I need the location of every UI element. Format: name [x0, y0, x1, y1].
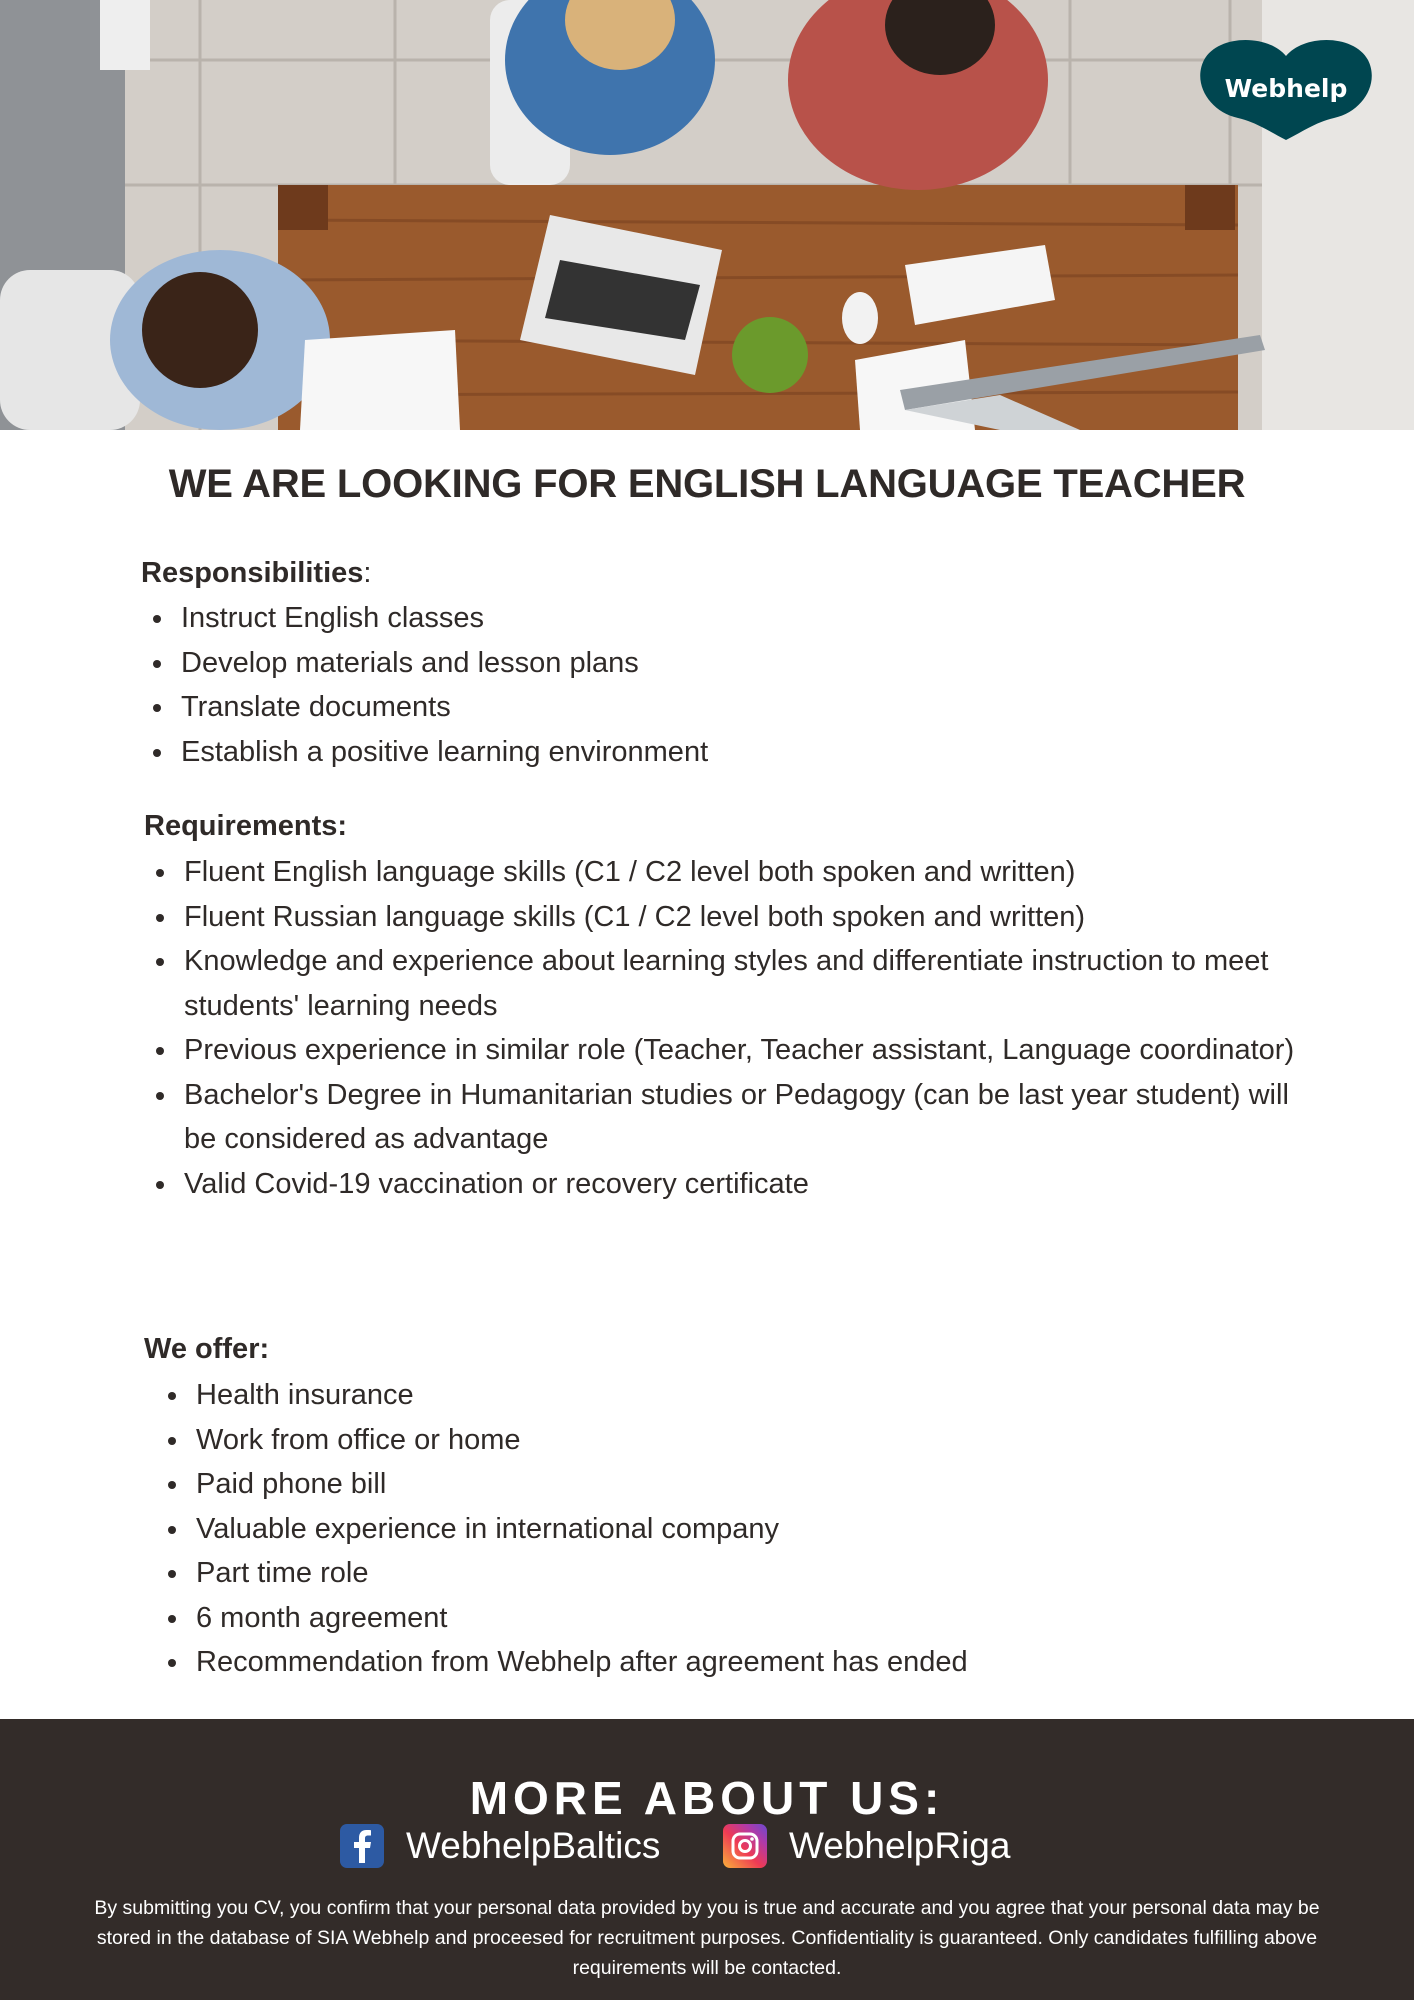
list-item: Fluent Russian language skills (C1 / C2 level both spoken and written): [184, 895, 1309, 940]
requirements-heading: Requirements:: [144, 810, 348, 842]
privacy-disclaimer: By submitting you CV, you confirm that your personal data provided by you is true and accurate and you agree that your personal data may be stored in the database of SIA Webhelp and proceesed for recruitment purposes. Confidentiality is guaranteed. Only candidates fulfilling above requirements will be contacted.: [94, 1897, 1320, 1979]
list-item: Develop materials and lesson plans: [181, 641, 1281, 686]
list-item: 6 month agreement: [196, 1596, 1296, 1641]
list-item: Recommendation from Webhelp after agreement has ended: [196, 1640, 1296, 1685]
responsibilities-heading: [141, 557, 371, 590]
list-item: Bachelor's Degree in Humanitarian studies or Pedagogy (can be last year student) will be considered as advantage: [184, 1073, 1309, 1162]
list-item: Translate documents: [181, 685, 1281, 730]
webhelp-logo: [1198, 38, 1374, 142]
list-item: Valid Covid-19 vaccination or recovery certificate: [184, 1162, 1309, 1207]
list-item: Work from office or home: [196, 1418, 1296, 1463]
facebook-link[interactable]: [340, 1824, 660, 1868]
responsibilities-list: [181, 596, 1281, 774]
footer: [0, 1719, 1414, 2000]
list-item: Paid phone bill: [196, 1462, 1296, 1507]
facebook-handle: WebhelpBaltics: [406, 1825, 661, 1866]
requirements-list: [184, 850, 1309, 1206]
facebook-icon: [340, 1824, 384, 1868]
list-item: Knowledge and experience about learning styles and differentiate instruction to meet students' learning needs: [184, 939, 1309, 1028]
offer-list: [196, 1373, 1296, 1685]
list-item: Previous experience in similar role (Teacher, Teacher assistant, Language coordinator): [184, 1028, 1309, 1073]
instagram-link[interactable]: [723, 1824, 1010, 1868]
page-title: WE ARE LOOKING FOR ENGLISH LANGUAGE TEACHER: [168, 462, 1246, 506]
list-item: Fluent English language skills (C1 / C2 level both spoken and written): [184, 850, 1309, 895]
more-about-us-heading: MORE ABOUT US:: [469, 1772, 945, 1824]
logo-text: Webhelp: [1224, 74, 1348, 103]
list-item: Part time role: [196, 1551, 1296, 1596]
list-item: Instruct English classes: [181, 596, 1281, 641]
hero-photo: [0, 0, 1414, 430]
responsibilities-heading-colon: :: [363, 557, 372, 589]
list-item: Health insurance: [196, 1373, 1296, 1418]
offer-heading: We offer:: [144, 1333, 270, 1365]
instagram-handle: WebhelpRiga: [789, 1825, 1011, 1866]
instagram-icon: [723, 1824, 767, 1868]
list-item: Valuable experience in international company: [196, 1507, 1296, 1552]
responsibilities-heading-text: Responsibilities: [141, 557, 364, 589]
list-item: Establish a positive learning environment: [181, 730, 1281, 775]
